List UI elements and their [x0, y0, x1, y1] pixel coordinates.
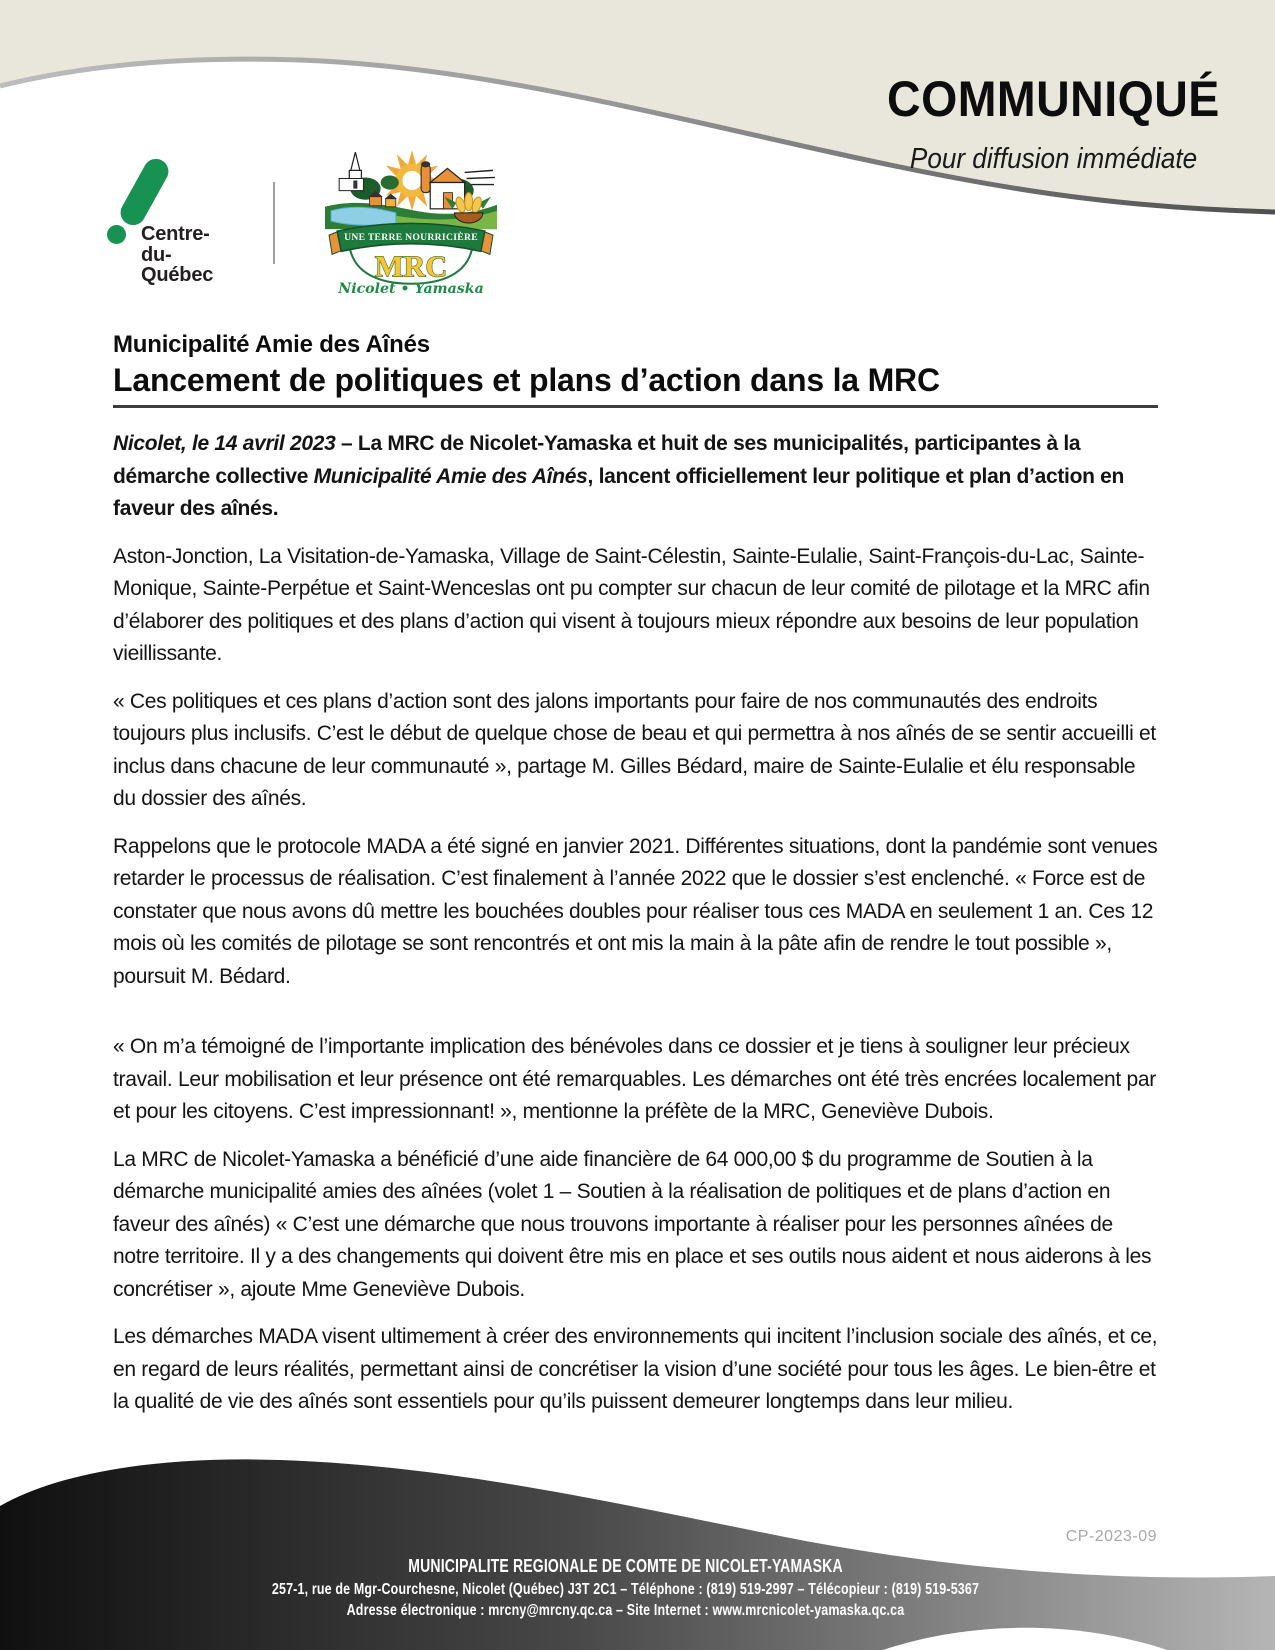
lead-emphasis: Municipalité Amie des Aînés — [313, 464, 588, 488]
communique-title: COMMUNIQUÉ — [887, 71, 1220, 127]
lead-part-a: – La MRC de Nicolet-Yamaska et huit de ses municipalités, participantes à la démarche collective — [113, 432, 1081, 488]
cdq-line-3: Québec — [141, 264, 214, 286]
kicker-title: Municipalité Amie des Aînés — [113, 331, 430, 358]
document-body — [113, 330, 1158, 1434]
title-rule — [113, 405, 1158, 408]
paragraph: Aston-Jonction, La Visitation-de-Yamaska, Village de Saint-Célestin, Sainte-Eulalie, Saint-François-du-Lac, Sainte-Monique, Sainte-Perpétue et Saint-Wenceslas ont pu compter sur chacun de leur comité de pilotage et la MRC afin d’élaborer des politiques et des plans d’action qui visent à toujours mieux répondre aux besoins de leur population vieillissante. — [113, 544, 1150, 665]
paragraph: « Ces politiques et ces plans d’action sont des jalons importants pour faire de nos communautés des endroits toujours plus inclusifs. C’est le début de quelque chose de beau et qui permettra à nos aînés de se sentir accueilli et inclus dans chacune de leur communauté », partage M. Gilles Bédard, maire de Sainte-Eulalie et élu responsable du dossier des aînés. — [113, 689, 1156, 810]
paragraph: « On m’a témoigné de l’importante implication des bénévoles dans ce dossier et je tiens à souligner leur précieux travail. Leur mobilisation et leur présence ont été remarquables. Les démarches ont été très encrées localement par et pour les citoyens. C’est impressionnant! », mentionne la préfète de la MRC, Geneviève Dubois. — [113, 1035, 1156, 1123]
footer-contact-block — [0, 1556, 1263, 1623]
mrc-script-name: Nicolet • Yamaska — [338, 280, 484, 297]
cdq-line-2: du- — [141, 243, 172, 266]
lead-part-b: , lancent officiellement leur politique et plan d’action en faveur des aînés. — [113, 464, 1125, 520]
page-title: Lancement de politiques et plans d’action dans la MRC — [113, 362, 940, 398]
paragraph: Les démarches MADA visent ultimement à créer des environnements qui incitent l’inclusion sociale des aînés, et ce, en regard de leurs réalités, permettant ainsi de concrétiser la vision d’une société pour tous les âges. Le bien-être et la qualité de vie des aînés sont essentiels pour qu’ils puissent demeurer longtemps dans leur milieu. — [113, 1325, 1158, 1413]
reference-code: CP-2023-09 — [1065, 1528, 1157, 1545]
lead-paragraph — [113, 428, 1158, 526]
church-icon — [339, 152, 363, 190]
paragraph: La MRC de Nicolet-Yamaska a bénéficié d’une aide financière de 64 000,00 $ du programme de Soutien à la démarche municipalité amies des aînées (volet 1 – Soutien à la réalisation de politiques et de plans d’action en faveur des aînés) « C’est une démarche que nous trouvons importante à réaliser pour les personnes aînées de notre territoire. Il y a des changements qui doivent être mis en place et ses outils nous aident et nous aiderons à les concrétiser », ajoute Mme Geneviève Dubois. — [113, 1147, 1152, 1301]
logo-divider — [273, 182, 275, 264]
footer-address: 257-1, rue de Mgr-Courchesne, Nicolet (Québec) J3T 2C1 – Téléphone : (819) 519-2997 – Télécopieur : (819) 519-5367 — [271, 1581, 980, 1598]
diffusion-note: Pour diffusion immédiate — [909, 143, 1197, 175]
mrc-acronym: MRC — [374, 249, 448, 284]
centre-du-quebec-wordmark — [141, 224, 213, 286]
mrc-nicolet-yamaska-logo — [325, 148, 497, 298]
footer-organization: MUNICIPALITE REGIONALE DE COMTE DE NICOLET-YAMASKA — [408, 1556, 843, 1576]
cdq-line-1: Centre- — [141, 223, 210, 245]
footer-email-website: Adresse électronique : mrcny@mrcny.qc.ca – Site Internet : www.mrcnicolet-yamaska.qc.ca — [346, 1602, 905, 1619]
mrc-banner-label: UNE TERRE NOURRICIÈRE — [344, 232, 478, 244]
dateline: Nicolet, le 14 avril 2023 — [113, 432, 336, 455]
paragraph: Rappelons que le protocole MADA a été signé en janvier 2021. Différentes situations, dont la pandémie sont venues retarder le processus de réalisation. C’est finalement à l’année 2022 que le dossier s’est enclenché. « Force est de constater que nous avons dû mettre les bouchées doubles pour réaliser tous ces MADA en seulement 1 an. Ces 12 mois où les comités de pilotage se sont rencontrés et ont mis la main à la pâte afin de rendre le tout possible », poursuit M. Bédard. — [113, 834, 1158, 988]
